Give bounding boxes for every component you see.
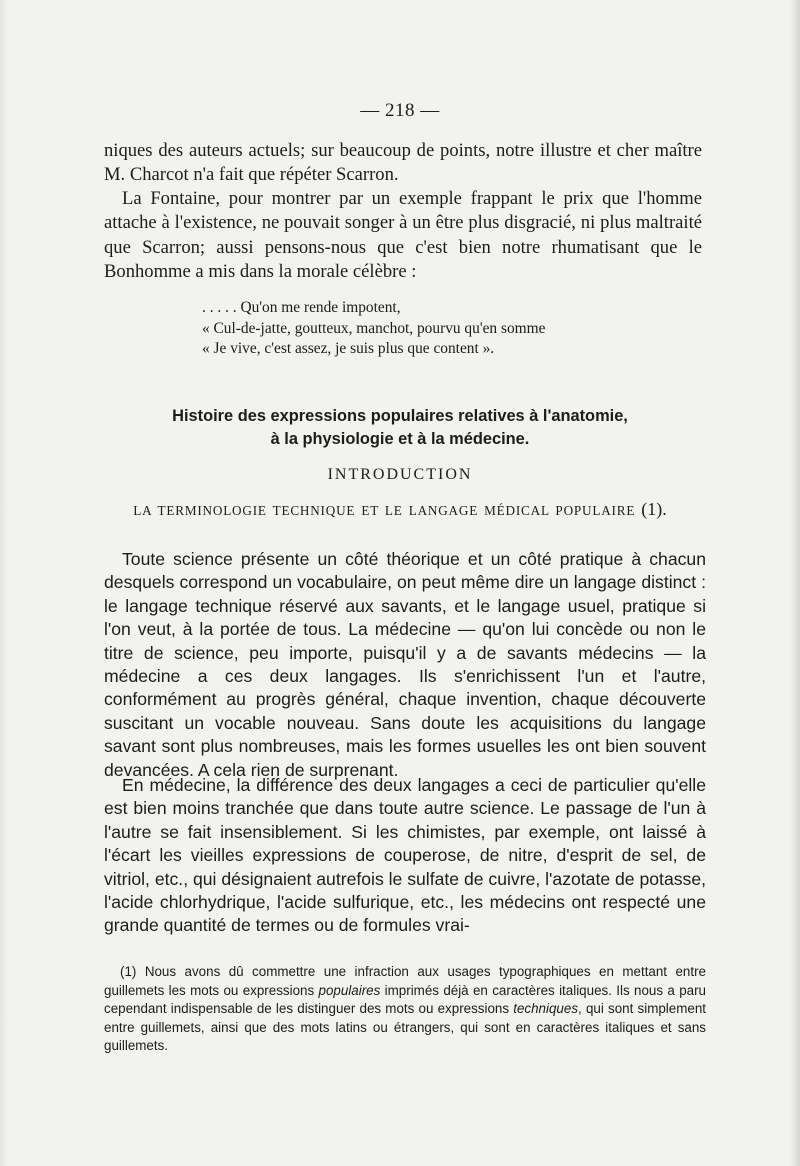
footnote-part-3: , qui sont simplement entre guillemets, ainsi que des mots latins ou étrangers, qui sont en caractères italiques et sans guillemets. (104, 1001, 706, 1054)
section-title-line-2: à la physiologie et à la médecine. (270, 430, 530, 448)
paragraph-continuation: niques des auteurs actuels; sur beaucoup de points, notre illustre et cher maître M. Charcot n'a fait que répéter Scarron. (104, 140, 702, 186)
subheading-text: LA TERMINOLOGIE TECHNIQUE ET LE LANGAGE MÉDICAL POPULAIRE (133, 503, 636, 518)
section-title (0, 405, 800, 451)
page-left-edge (0, 0, 8, 1166)
footnote-italic-techniques: techniques (513, 1001, 579, 1017)
introduction-heading: INTRODUCTION (327, 466, 473, 483)
footnote-reference: (1). (641, 499, 667, 519)
section-title-line-1: Histoire des expressions populaires relatives à l'anatomie, (172, 407, 628, 425)
footnote-part-1: (1) Nous avons dû commettre une infraction aux usages typographiques en mettant entre guillemets les mots ou expressions (104, 964, 706, 998)
paragraph-la-fontaine: La Fontaine, pour montrer par un exemple frappant le prix que l'homme attache à l'existence, ne pouvait songer à un être plus disgracié, ni plus maltraité que Scarron; aussi pensons-nous que c'est bien notre rhumatisant que le Bonhomme a mis dans la morale célèbre : (104, 188, 702, 283)
footnote-italic-populaires: populaires (318, 982, 381, 998)
subheading (0, 499, 800, 520)
page-right-edge (790, 0, 800, 1166)
verse-quotation (202, 298, 622, 360)
verse-line-3: « Je vive, c'est assez, je suis plus que content ». (202, 340, 495, 357)
verse-line-1: . . . . . Qu'on me rende impotent, (202, 299, 401, 316)
footnote (104, 963, 706, 1056)
page-number: — 218 — (360, 100, 440, 121)
footnote-part-2: imprimés déjà en caractères italiques. Ils nous a paru cependant indispensable de les distinguer des mots ou expressions (104, 982, 706, 1017)
body-paragraph-1: Toute science présente un côté théorique et un côté pratique à chacun desquels correspond un vocabulaire, on peut même dire un langage distinct : le langage technique réservé aux savants, et le langage usuel, pratique si l'on veut, à la portée de tous. La médecine — qu'on lui concède ou non le titre de science, peu importe, puisqu'il y a de savants médecins — la médecine a ces deux langages. Ils s'enrichissent l'un et l'autre, conformément au progrès général, chaque invention, chaque découverte suscitant un vocable nouveau. Sans doute les acquisitions du langage savant sont plus nombreuses, mais les formes usuelles les ont bien souvent devancées. A cela rien de surprenant. (104, 549, 706, 780)
body-paragraph-2: En médecine, la différence des deux langages a ceci de particulier qu'elle est bien moins tranchée que dans toute autre science. Le passage de l'un à l'autre se fait insensiblement. Si les chimistes, par exemple, ont laissé à l'écart les vieilles expressions de couperose, de nitre, d'esprit de sel, de vitriol, etc., qui désignaient autrefois le sulfate de cuivre, l'azotate de potasse, l'acide chlorhydrique, l'acide sulfurique, etc., les médecins ont respecté une grande quantité de termes ou de formules vrai- (104, 775, 706, 936)
verse-line-2: « Cul-de-jatte, goutteux, manchot, pourvu qu'en somme (202, 319, 546, 337)
